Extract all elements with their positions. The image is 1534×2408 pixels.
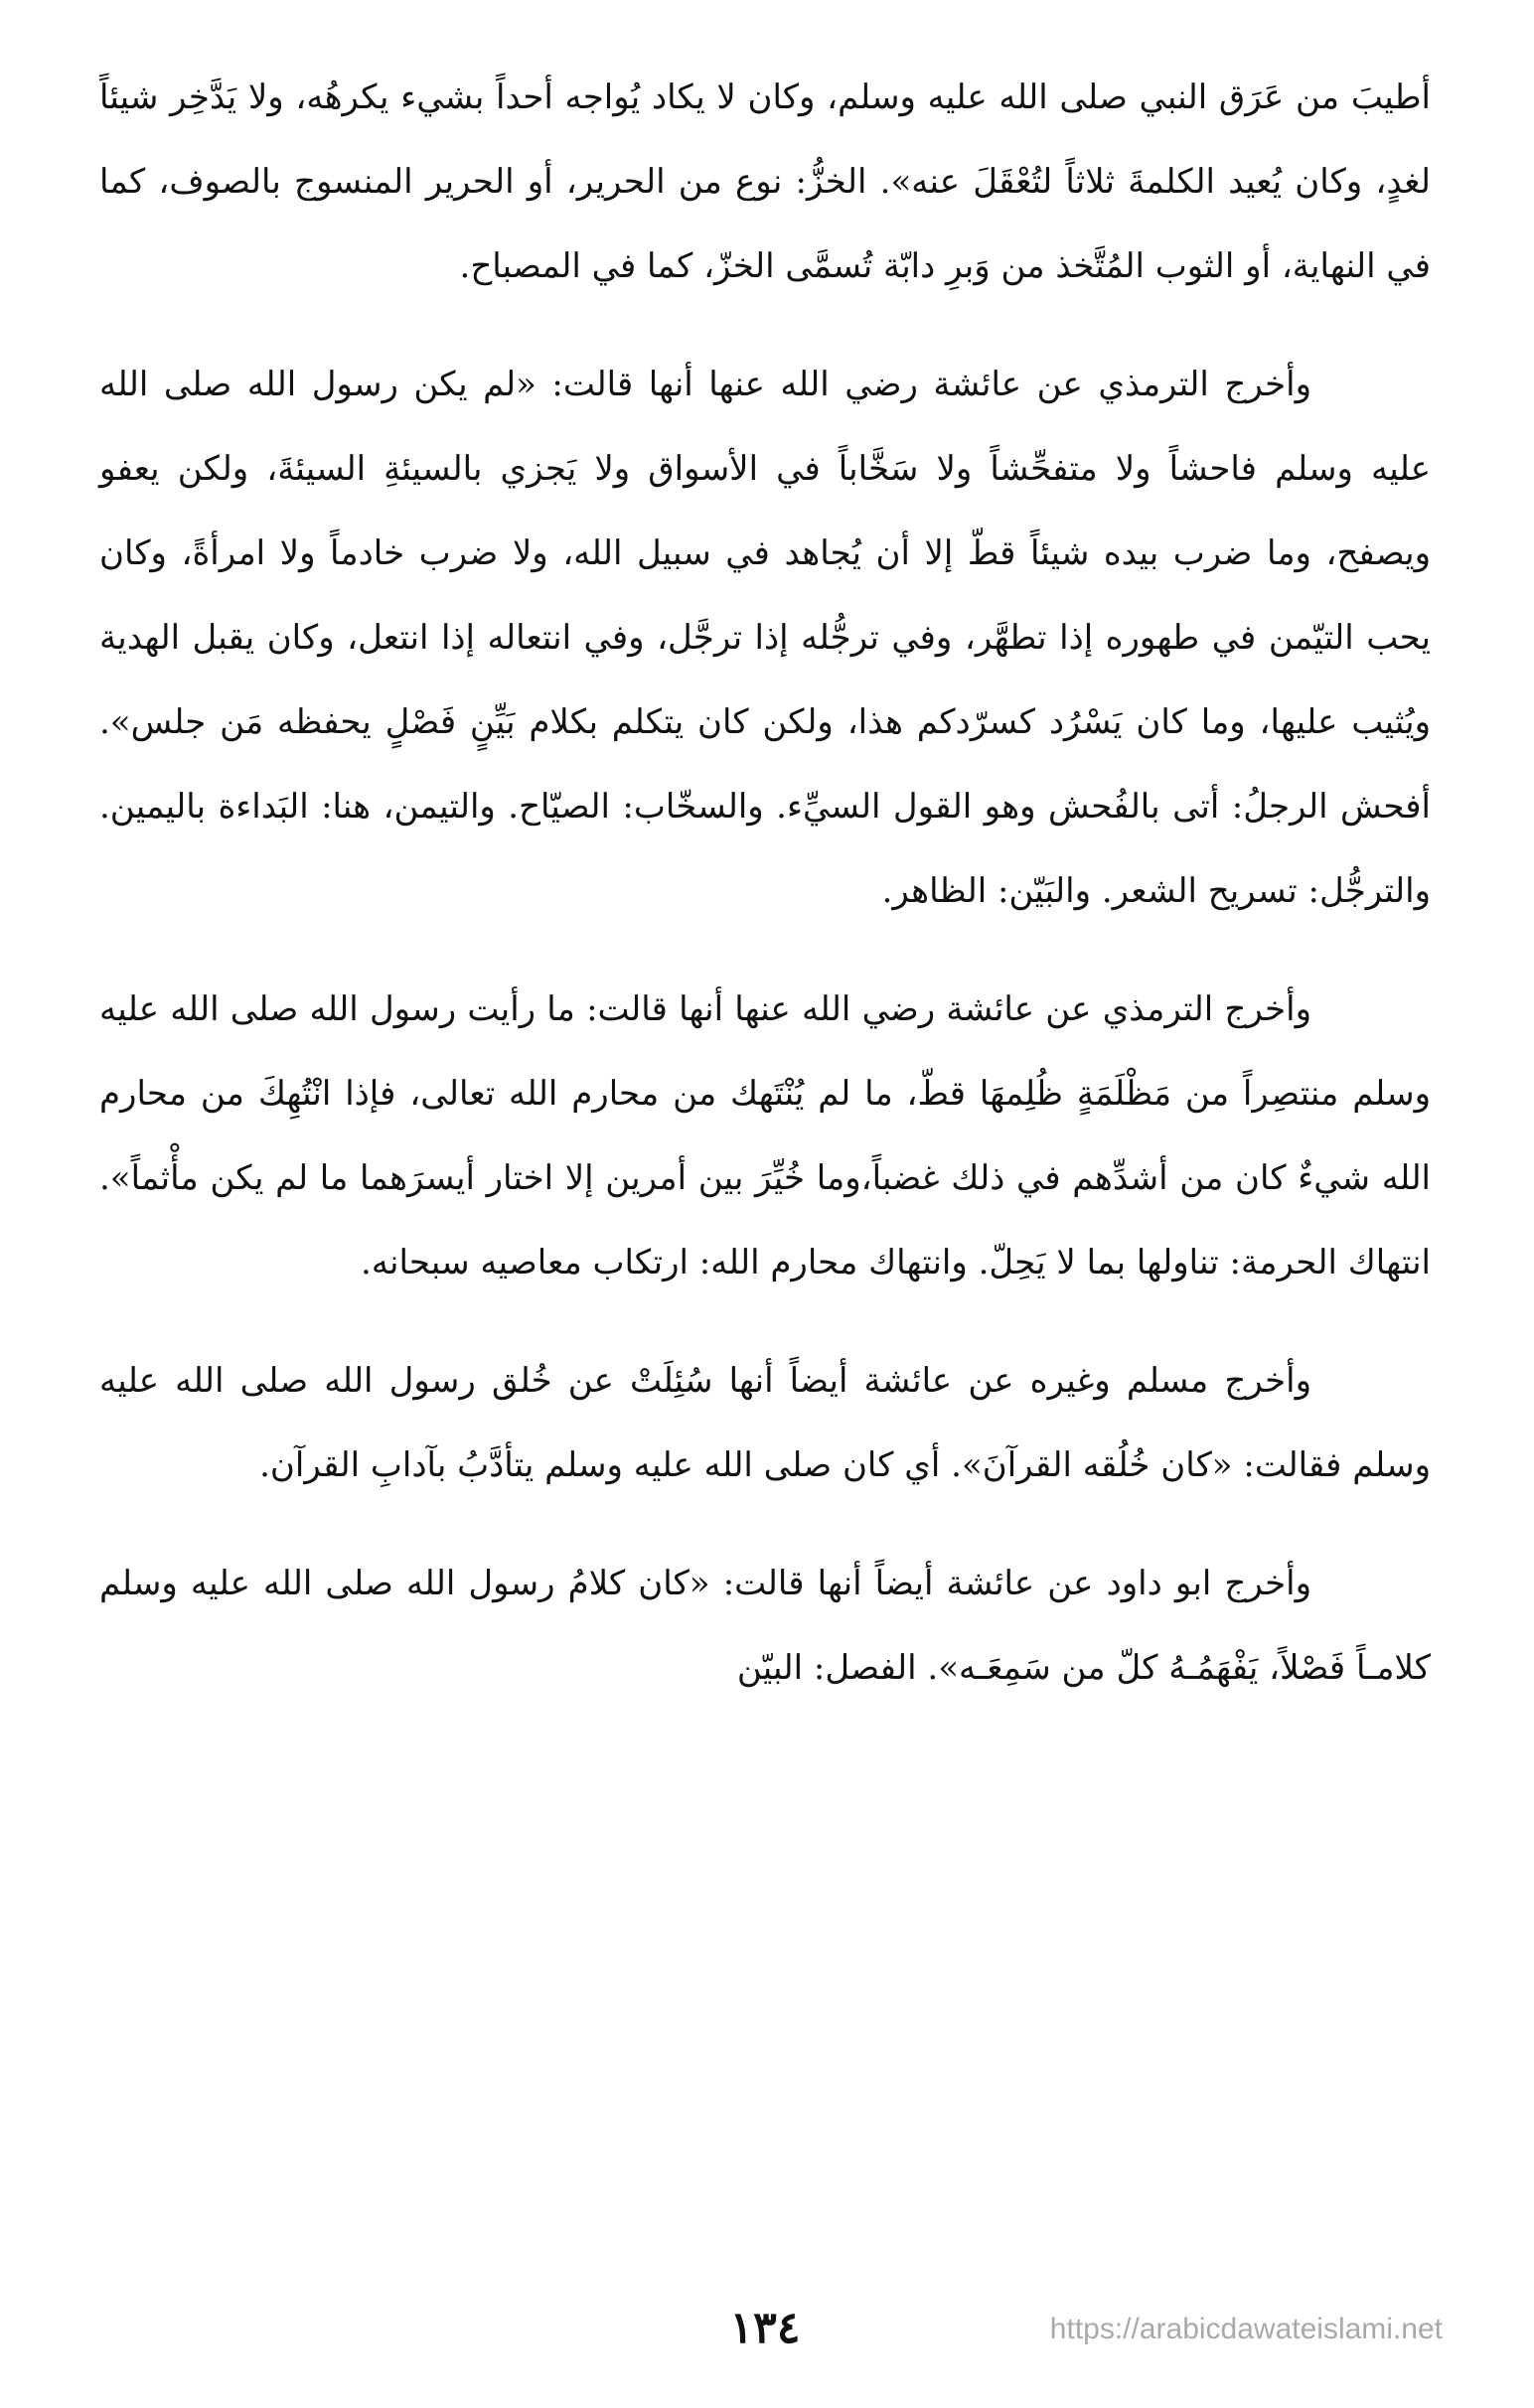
- page-footer: [0, 2303, 1534, 2382]
- page-number: ١٣٤: [729, 2303, 801, 2353]
- paragraph-tirmidhi-1: وأخرج الترمذي عن عائشة رضي الله عنها أنها قالت: «لم يكن رسول الله صلى الله عليه وسلم فاحشاً ولا متفحِّشاً ولا سَخَّاباً في الأسواق ولا يَجزي بالسيئةِ السيئةَ، ولكن يعفو ويصفح، وما ضرب بيده شيئاً قطّ إلا أن يُجاهد في سبيل الله، ولا ضرب خادماً ولا امرأةً، وكان يحب التيّمن في طهوره إذا تطهَّر، وفي ترجُّله إذا ترجَّل، وفي انتعاله إذا انتعل، وكان يقبل الهدية ويُثيب عليها، وما كان يَسْرُد كسرّدكم هذا، ولكن كان يتكلم بكلام بَيِّنٍ فَصْلٍ يحفظه مَن جلس». أفحش الرجلُ: أتى بالفُحش وهو القول السيِّء. والسخّاب: الصيّاح. والتيمن، هنا: البَداءة باليمين. والترجُّل: تسريح الشعر. والبَيّن: الظاهر.: [99, 365, 1432, 911]
- paragraph-continuation: أطيبَ من عَرَق النبي صلى الله عليه وسلم، وكان لا يكاد يُواجه أحداً بشيء يكرهُه، ولا يَدَّخِر شيئاً لغدٍ، وكان يُعيد الكلمةَ ثلاثاً لتُعْقَلَ عنه». الخزُّ: نوع من الحرير، أو الحرير المنسوج بالصوف، كما في النهاية، أو الثوب المُتَّخذ من وَبرِ دابّة تُسمَّى الخزّ، كما في المصباح.: [99, 77, 1431, 286]
- page-body: [99, 56, 1431, 2271]
- watermark-url: https://arabicdawateislami.net: [1049, 2313, 1443, 2345]
- paragraph-abu-dawud: وأخرج ابو داود عن عائشة أيضاً أنها قالت: «كان كلامُ رسول الله صلى الله عليه وسلم كلامـاً فَصْلاً، يَفْهَمُـهُ كلّ من سَمِعَـه». الفصل: البيّن: [99, 1564, 1431, 1688]
- paragraph-muslim: وأخرج مسلم وغيره عن عائشة أيضاً أنها سُئِلَتْ عن خُلق رسول الله صلى الله عليه وسلم فقالت: «كان خُلُقه القرآنَ». أي كان صلى الله عليه وسلم يتأدَّبُ بآدابِ القرآن.: [99, 1361, 1431, 1485]
- paragraph-tirmidhi-2: وأخرج الترمذي عن عائشة رضي الله عنها أنها قالت: ما رأيت رسول الله صلى الله عليه وسلم منتصِراً من مَظْلَمَةٍ ظُلِمهَا قطّ، ما لم يُنْتَهك من محارم الله تعالى، فإذا انْتُهِكَ من محارم الله شيءٌ كان من أشدِّهم في ذلك غضباً،وما خُيِّرَ بين أمرين إلا اختار أيسرَهما ما لم يكن مأْثماً». انتهاك الحرمة: تناولها بما لا يَحِلّ. وانتهاك محارم الله: ارتكاب معاصيه سبحانه.: [99, 989, 1431, 1282]
